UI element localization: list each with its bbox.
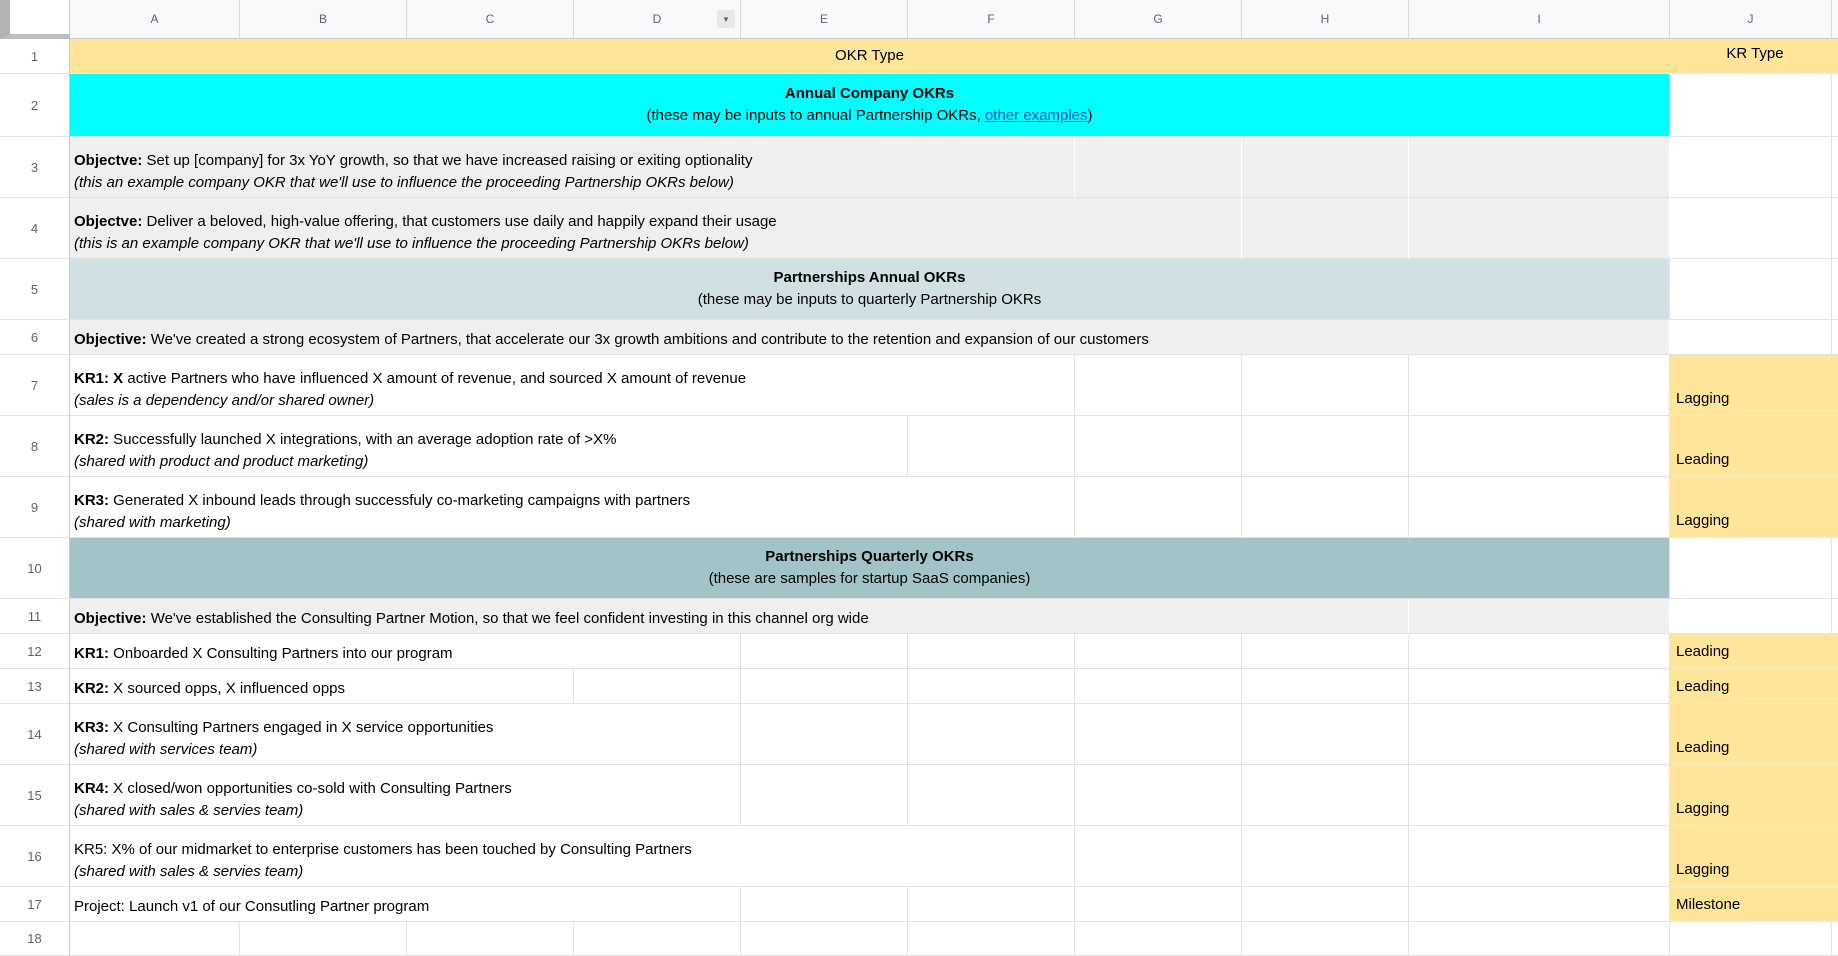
row-header-3[interactable]: 3 (0, 137, 70, 198)
cell-H15[interactable] (1242, 765, 1409, 826)
partnerships-quarterly-okrs-title: Partnerships Quarterly OKRs (765, 548, 974, 565)
cell-H16[interactable] (1242, 826, 1409, 887)
column-header-d-label: D (652, 12, 662, 26)
cell-J13-kr-type[interactable] (1670, 669, 1838, 704)
kr-note: (shared with sales & servies team) (74, 863, 304, 880)
row-header-8[interactable]: 8 (0, 416, 70, 477)
row-header-6[interactable]: 6 (0, 320, 70, 355)
cell-E13[interactable] (741, 669, 908, 704)
cell-J2[interactable] (1670, 74, 1832, 137)
cell-F12[interactable] (908, 634, 1075, 669)
kr-type-value: Leading (1676, 643, 1730, 660)
cell-J9-kr-type[interactable] (1670, 477, 1838, 538)
kr-note: (shared with sales & servies team) (74, 802, 304, 819)
cell-B18[interactable] (240, 922, 407, 956)
kr-type-value: Lagging (1676, 861, 1730, 878)
cell-I3[interactable] (1409, 137, 1670, 198)
cell-D18[interactable] (574, 922, 741, 956)
cell-A9-kr3[interactable]: KR3: Generated X inbound leads through successfuly co-marketing campaigns with partners (shared with marketing) (70, 477, 1075, 538)
cell-A10-partnerships-quarterly-okrs[interactable] (70, 538, 1670, 599)
cell-G12[interactable] (1075, 634, 1242, 669)
annual-company-okrs-subtitle: (these may be inputs to annual Partnership OKRs, other examples) (646, 107, 1093, 124)
cell-A11-objective[interactable]: Objective: We've established the Consulting Partner Motion, so that we feel confident investing in this channel org wide (70, 599, 1409, 634)
sliver-4 (1832, 198, 1838, 259)
annual-company-okrs-title: Annual Company OKRs (784, 85, 955, 102)
cell-J3[interactable] (1670, 137, 1832, 198)
cell-G3[interactable] (1075, 137, 1242, 198)
cell-I7[interactable] (1409, 355, 1670, 416)
cell-A18[interactable] (70, 922, 240, 956)
row-header-1[interactable]: 1 (0, 39, 70, 74)
row-header-7[interactable]: 7 (0, 355, 70, 416)
cell-H13[interactable] (1242, 669, 1409, 704)
cell-A3-objective[interactable]: Objectve: Set up [company] for 3x YoY growth, so that we have increased raising or exiting optionality (this an example company OKR that we'll use to influence the proceeding Partnership OKRs below) (70, 137, 1075, 198)
cell-I16[interactable] (1409, 826, 1670, 887)
cell-F14[interactable] (908, 704, 1075, 765)
row-header-15[interactable]: 15 (0, 765, 70, 826)
cell-J10[interactable] (1670, 538, 1832, 599)
column-header-h[interactable]: H (1242, 0, 1409, 39)
column-header-e[interactable]: E (741, 0, 908, 39)
column-header-row (0, 0, 1838, 39)
kr-lead: KR3: (74, 492, 110, 509)
column-header-f[interactable]: F (908, 0, 1075, 39)
cell-I4[interactable] (1409, 198, 1670, 259)
cell-D13[interactable] (574, 669, 741, 704)
cell-J6[interactable] (1670, 320, 1832, 355)
cell-I13[interactable] (1409, 669, 1670, 704)
kr-note: (shared with product and product marketing) (74, 453, 369, 470)
kr-type-value: Lagging (1676, 512, 1730, 529)
kr-lead: KR3: (74, 719, 110, 736)
kr-type-value: Leading (1676, 451, 1730, 468)
cell-F13[interactable] (908, 669, 1075, 704)
cell-J4[interactable] (1670, 198, 1832, 259)
objective-lead: Objectve: (74, 152, 143, 169)
other-examples-link[interactable]: other examples (984, 107, 1088, 124)
column-header-c[interactable]: C (407, 0, 574, 39)
kr-note: (shared with services team) (74, 741, 258, 758)
column-header-b[interactable]: B (240, 0, 407, 39)
cell-G16[interactable] (1075, 826, 1242, 887)
row-4 (0, 198, 1838, 259)
cell-J15-kr-type[interactable] (1670, 765, 1838, 826)
cell-A4-objective[interactable]: Objectve: Deliver a beloved, high-value offering, that customers use daily and happily expand their usage (this is an example company OKR that we'll use to influence the proceeding Partnership OKRs below) (70, 198, 1242, 259)
row-16 (0, 826, 1838, 887)
row-header-2[interactable]: 2 (0, 74, 70, 137)
cell-I17[interactable] (1409, 887, 1670, 922)
partnerships-annual-okrs-title: Partnerships Annual OKRs (773, 269, 966, 286)
cell-H4[interactable] (1242, 198, 1409, 259)
cell-F15[interactable] (908, 765, 1075, 826)
kr-lead: KR4: (74, 780, 110, 797)
cell-H9[interactable] (1242, 477, 1409, 538)
kr-type-value: Milestone (1676, 896, 1741, 913)
cell-G8[interactable] (1075, 416, 1242, 477)
cell-A14-kr3[interactable]: KR3: X Consulting Partners engaged in X service opportunities (shared with services team) (70, 704, 741, 765)
okr-type-label: OKR Type (835, 47, 904, 64)
cell-J1-kr-type[interactable] (1670, 39, 1838, 74)
cell-A16-kr5[interactable] (70, 826, 1075, 887)
cell-H7[interactable] (1242, 355, 1409, 416)
row-6 (0, 320, 1838, 355)
cell-A13-kr2[interactable]: KR2: X sourced opps, X influenced opps (70, 669, 574, 704)
row-14 (0, 704, 1838, 765)
cell-C18[interactable] (407, 922, 574, 956)
row-header-13[interactable]: 13 (0, 669, 70, 704)
cell-A15-kr4[interactable]: KR4: X closed/won opportunities co-sold with Consulting Partners (shared with sales & servies team) (70, 765, 741, 826)
cell-A5-partnerships-annual-okrs[interactable] (70, 259, 1670, 320)
sliver-6 (1832, 320, 1838, 355)
kr-lead: KR1: (74, 645, 110, 662)
column-header-i[interactable]: I (1409, 0, 1670, 39)
row-8 (0, 416, 1838, 477)
cell-J8-kr-type[interactable] (1670, 416, 1838, 477)
row-1 (0, 39, 1838, 74)
row-5 (0, 259, 1838, 320)
cell-E12[interactable] (741, 634, 908, 669)
objective-note: (this is an example company OKR that we'll use to influence the proceeding Partnership OKRs below) (74, 235, 749, 252)
cell-H8[interactable] (1242, 416, 1409, 477)
sliver-3 (1832, 137, 1838, 198)
row-header-16[interactable]: 16 (0, 826, 70, 887)
objective-lead: Objective: (74, 610, 147, 627)
objective-note: (this an example company OKR that we'll use to influence the proceeding Partnership OKRs below) (74, 174, 734, 191)
select-all-corner[interactable] (0, 0, 70, 39)
cell-H17[interactable] (1242, 887, 1409, 922)
row-2 (0, 74, 1838, 137)
row-10 (0, 538, 1838, 599)
row-header-17[interactable]: 17 (0, 887, 70, 922)
row-13 (0, 669, 1838, 704)
objective-lead: Objective: (74, 331, 147, 348)
row-7 (0, 355, 1838, 416)
row-17 (0, 887, 1838, 922)
cell-G14[interactable] (1075, 704, 1242, 765)
cell-I11[interactable] (1409, 599, 1670, 634)
objective-lead: Objectve: (74, 213, 143, 230)
cell-A8-kr2[interactable]: KR2: Successfully launched X integrations, with an average adoption rate of >X% (shared with product and product marketing) (70, 416, 908, 477)
cell-A7-kr1[interactable]: KR1: X active Partners who have influenced X amount of revenue, and sourced X amount of revenue (sales is a dependency and/or shared owner) (70, 355, 1075, 416)
cell-I18[interactable] (1409, 922, 1670, 956)
row-header-9[interactable]: 9 (0, 477, 70, 538)
cell-I14[interactable] (1409, 704, 1670, 765)
cell-G15[interactable] (1075, 765, 1242, 826)
column-header-g[interactable]: G (1075, 0, 1242, 39)
cell-G18[interactable] (1075, 922, 1242, 956)
cell-F18[interactable] (908, 922, 1075, 956)
cell-A6-objective[interactable]: Objective: We've created a strong ecosystem of Partners, that accelerate our 3x growth ambitions and contribute to the retention and expansion of our customers (70, 320, 1670, 355)
cell-G13[interactable] (1075, 669, 1242, 704)
partnerships-annual-okrs-subtitle: (these may be inputs to quarterly Partnership OKRs (697, 291, 1042, 308)
kr-lead: KR1: X (74, 370, 124, 387)
kr-note: (sales is a dependency and/or shared owner) (74, 392, 375, 409)
row-9 (0, 477, 1838, 538)
cell-H18[interactable] (1242, 922, 1409, 956)
row-3 (0, 137, 1838, 198)
cell-I9[interactable] (1409, 477, 1670, 538)
cell-J14-kr-type[interactable] (1670, 704, 1838, 765)
row-15 (0, 765, 1838, 826)
chevron-down-icon[interactable]: ▼ (717, 10, 735, 28)
row-header-4[interactable]: 4 (0, 198, 70, 259)
cell-J7-kr-type[interactable] (1670, 355, 1838, 416)
row-11 (0, 599, 1838, 634)
kr-type-value: Lagging (1676, 800, 1730, 817)
row-12 (0, 634, 1838, 669)
cell-J11[interactable] (1670, 599, 1832, 634)
cell-J17-kr-type[interactable] (1670, 887, 1838, 922)
row-header-11[interactable]: 11 (0, 599, 70, 634)
cell-A2-annual-company-okrs[interactable] (70, 74, 1670, 137)
kr-type-label: KR Type (1726, 44, 1784, 62)
cell-H12[interactable] (1242, 634, 1409, 669)
cell-F17[interactable] (908, 887, 1075, 922)
column-header-j[interactable]: J (1670, 0, 1832, 39)
cell-F8[interactable] (908, 416, 1075, 477)
partnerships-quarterly-okrs-subtitle: (these are samples for startup SaaS companies) (708, 570, 1031, 587)
row-header-18[interactable]: 18 (0, 922, 70, 956)
cell-G7[interactable] (1075, 355, 1242, 416)
row-header-5[interactable]: 5 (0, 259, 70, 320)
cell-I15[interactable] (1409, 765, 1670, 826)
kr-lead: KR2: (74, 431, 110, 448)
sliver-10 (1832, 538, 1838, 599)
cell-G9[interactable] (1075, 477, 1242, 538)
kr-type-value: Lagging (1676, 390, 1730, 407)
kr-type-value: Leading (1676, 739, 1730, 756)
cell-J5[interactable] (1670, 259, 1832, 320)
cell-E17[interactable] (741, 887, 908, 922)
row-header-12[interactable]: 12 (0, 634, 70, 669)
cell-A12-kr1[interactable]: KR1: Onboarded X Consulting Partners into our program (70, 634, 741, 669)
cell-E15[interactable] (741, 765, 908, 826)
kr-lead: KR2: (74, 680, 110, 697)
sliver-11 (1832, 599, 1838, 634)
kr-text: KR5: X% of our midmarket to enterprise customers has been touched by Consulting Partners (74, 841, 692, 858)
row-18 (0, 922, 1838, 956)
cell-E14[interactable] (741, 704, 908, 765)
cell-J18[interactable] (1670, 922, 1832, 956)
row-header-10[interactable]: 10 (0, 538, 70, 599)
cell-E18[interactable] (741, 922, 908, 956)
cell-G17[interactable] (1075, 887, 1242, 922)
cell-I12[interactable] (1409, 634, 1670, 669)
cell-H14[interactable] (1242, 704, 1409, 765)
row-header-14[interactable]: 14 (0, 704, 70, 765)
cell-A1-okr-type[interactable] (70, 39, 1670, 74)
cell-H3[interactable] (1242, 137, 1409, 198)
cell-I8[interactable] (1409, 416, 1670, 477)
column-header-sliver (1832, 0, 1838, 39)
cell-J16-kr-type[interactable] (1670, 826, 1838, 887)
column-header-d[interactable] (574, 0, 741, 39)
sliver-5 (1832, 259, 1838, 320)
column-header-a[interactable]: A (70, 0, 240, 39)
sliver-18 (1832, 922, 1838, 956)
cell-A17-project[interactable] (70, 887, 741, 922)
kr-type-value: Leading (1676, 678, 1730, 695)
cell-J12-kr-type[interactable] (1670, 634, 1838, 669)
kr-note: (shared with marketing) (74, 514, 231, 531)
sliver-2 (1832, 74, 1838, 137)
project-text: Project: Launch v1 of our Consutling Partner program (74, 898, 430, 915)
